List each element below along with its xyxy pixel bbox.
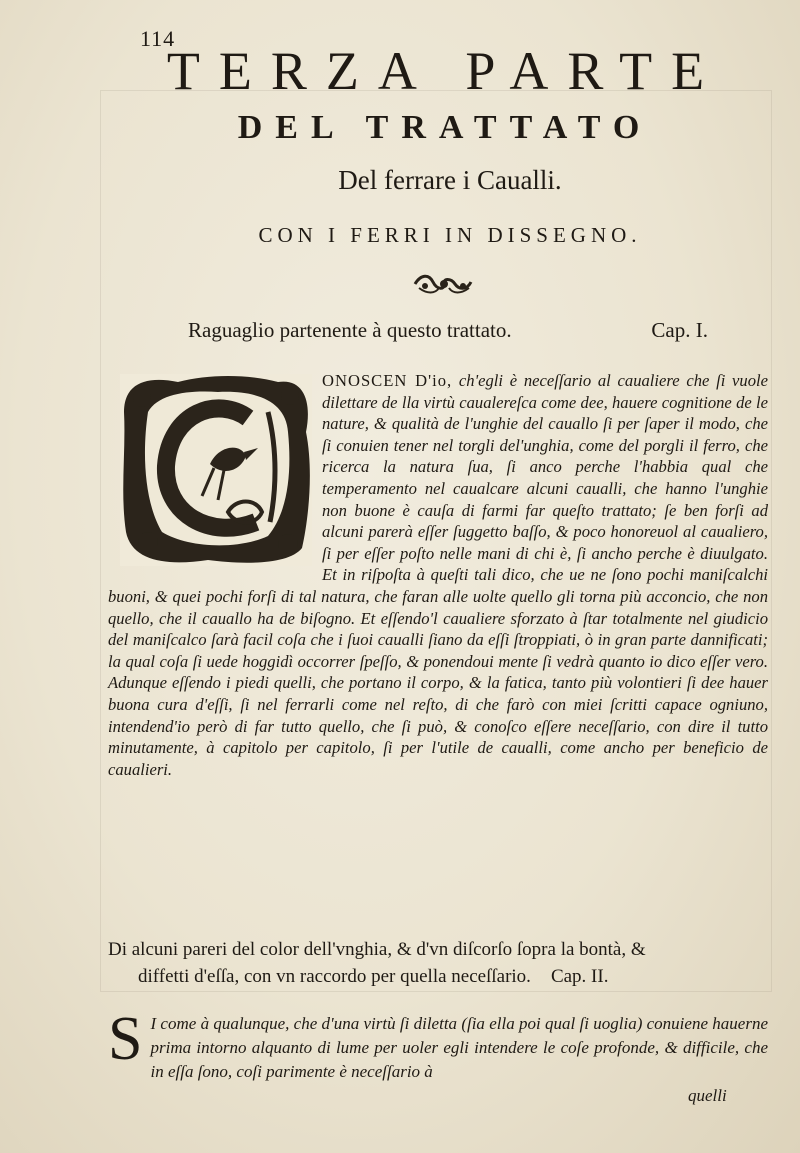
chapter2-heading [108, 936, 768, 990]
chapter1-heading [188, 318, 708, 343]
chapter2-cap: Cap. II. [550, 966, 609, 987]
page-title: TERZA PARTE [166, 41, 724, 101]
chapter1-lead: ONOSCEN D'io, [322, 371, 453, 390]
chapter2-title-line1: Di alcuni pareri del color dell'vnghia, & d'vn diſcorſo ſopra la bontà, & [108, 939, 646, 960]
chapter1-body [108, 370, 768, 780]
title-ferri-line: CON I FERRI IN DISSEGNO. [258, 223, 642, 247]
chapter1-cap: Cap. I. [651, 318, 708, 342]
page-subtitle: DEL TRATTATO [237, 109, 653, 146]
fleuron-ornament-icon [411, 272, 477, 296]
chapter2-body [108, 1005, 768, 1084]
initial-float-space [108, 370, 322, 580]
chapter2-title-line2: diffetti d'eſſa, con vn raccordo per quella neceſſario. [138, 966, 531, 987]
chapter1-text: ch'egli è neceſſario al caualiere che ſi vuole dilettare de lla virtù caualereſca come dee, hauere cognitione de le nature, & qualità de l'unghie del cauallo ſi per ſaper il modo, che ſi conuien tener nel torgli del'unghia, come del porgli il ferro, che ricerca la natura ſua, ſi anco perche l'habbia qual che temperamento nel caualcare alcuni caualli, che hanno l'unghie non buone è cauſa di farmi far queſto trattato; ſe ben forſi ad alcuni parerà eſſer ſuggetto baſſo, & poco honoreuol al caualiero, ſi per eſſer poſto nelle mani di chi è, ſi ancho perche è diuulgato. Et in riſpoſta à queſti tali dico, che ue ne ſono pochi maniſcalchi buoni, & quei pochi forſi di tal natura, che faran alle uolte quello gli torna più acconcio, che non quello, che il cauallo ha de biſogno. Et eſſendo'l caualiere sforzato à ſtar totalmente nel giudicio del maniſcalco ſarà facil coſa che i ſuoi caualli ſiano da eſſi ſtroppiati, ò in gran parte dannificati; la qual coſa ſi uede hoggidì occorrer ſpeſſo, & ponendoui mente ſi vedrà quanto io dico eſſer vero. Adunque eſſendo i piedi quelli, che portano il corpo, & la fatica, tanto più volontieri ſi dee hauer buona cura d'eſſi, ſi nel ferrarli come nel reſto, di che farò con miei ſcritti capace ogniuno, intendend'io però di far tutto quello, che ſi può, & conoſco eſſere neceſſario, con dire il tutto minutamente, à capitolo per capitolo, ſi per l'utile de caualli, come ancho per beneficio de caualieri. [108, 371, 768, 779]
chapter2-initial: S [108, 1005, 143, 1073]
title-subject: Del ferrare i Caualli. [338, 165, 562, 195]
page-number: 114 [140, 26, 176, 51]
chapter1-title: Raguaglio partenente à questo trattato. [188, 318, 512, 342]
chapter2-text: I come à qualunque, che d'una virtù ſi diletta (ſia ella poi qual ſi uoglia) conuiene hauerne prima intorno alquanto di lume per uoler egli intendere le coſe profonde, & difficile, che in eſſa ſono, coſi parimente è neceſſario à [150, 1014, 768, 1081]
chapter2-title-line2-wrap [108, 963, 768, 990]
catchword: quelli [688, 1086, 727, 1105]
